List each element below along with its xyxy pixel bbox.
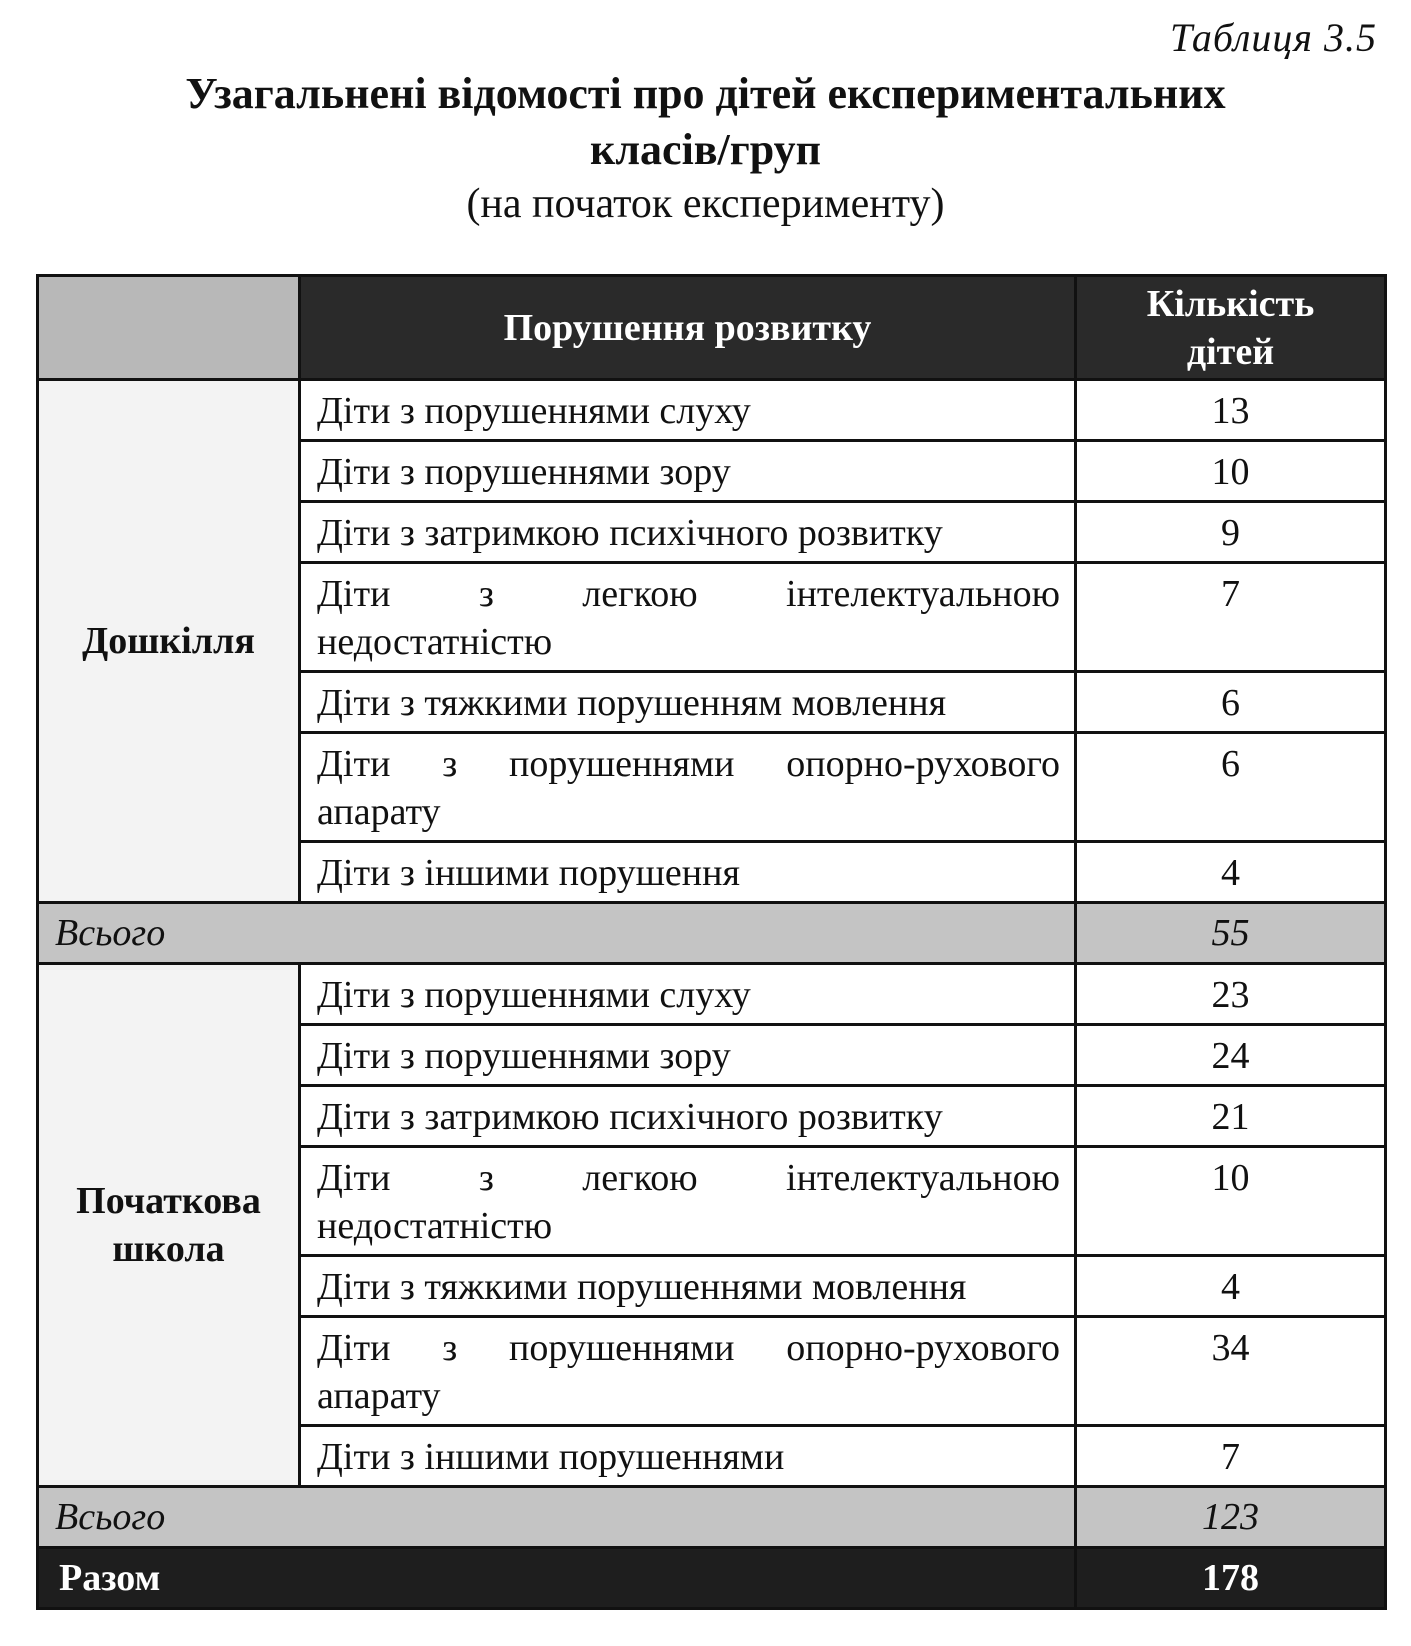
subtotal-value: 55 [1076, 903, 1386, 964]
table-subtitle: (на початок експерименту) [466, 181, 945, 227]
row-value: 7 [1076, 563, 1386, 672]
grand-total-value: 178 [1076, 1548, 1386, 1609]
subtotal-label: Всього [38, 1487, 1076, 1548]
row-value: 10 [1076, 441, 1386, 502]
header-count-line-2: дітей [1186, 330, 1275, 373]
group-primary-school [38, 964, 300, 1487]
data-table [36, 274, 1387, 1610]
row-label: Діти з порушеннями слуху [300, 380, 1076, 441]
grand-total-row [38, 1548, 1386, 1609]
row-label: Діти з затримкою психічного розвитку [300, 1086, 1076, 1147]
row-value: 6 [1076, 672, 1386, 733]
row-value: 13 [1076, 380, 1386, 441]
table-number: Таблиця 3.5 [1170, 15, 1377, 60]
row-label: Діти з іншими порушеннями [300, 1426, 1076, 1487]
row-label: Діти з тяжкими порушеннями мовлення [300, 1256, 1076, 1317]
row-value: 4 [1076, 1256, 1386, 1317]
row-value: 9 [1076, 502, 1386, 563]
row-value: 34 [1076, 1317, 1386, 1426]
table-title [0, 66, 1411, 178]
row-label: Діти з порушеннями зору [300, 441, 1076, 502]
header-count [1076, 276, 1386, 380]
table-row [38, 964, 1386, 1025]
subtotal-value: 123 [1076, 1487, 1386, 1548]
row-label: Діти з порушеннями слуху [300, 964, 1076, 1025]
row-label: Діти з порушеннями опорно-рухового апарату [300, 1317, 1076, 1426]
row-value: 24 [1076, 1025, 1386, 1086]
table-title-line-2: класів/груп [590, 125, 821, 174]
subtotal-row-primary [38, 1487, 1386, 1548]
table-row [38, 380, 1386, 441]
row-label: Діти з порушеннями опорно-рухового апарату [300, 733, 1076, 842]
row-value: 6 [1076, 733, 1386, 842]
row-value: 23 [1076, 964, 1386, 1025]
group-preschool: Дошкілля [38, 380, 300, 903]
header-row [38, 276, 1386, 380]
row-label: Діти з затримкою психічного розвитку [300, 502, 1076, 563]
group-primary-line-1: Початкова [76, 1180, 261, 1222]
subtotal-label: Всього [38, 903, 1076, 964]
grand-total-label: Разом [38, 1548, 1076, 1609]
row-value: 21 [1076, 1086, 1386, 1147]
row-label: Діти з порушеннями зору [300, 1025, 1076, 1086]
row-label: Діти з легкою інтелектуальною недостатністю [300, 563, 1076, 672]
header-count-line-1: Кількість [1146, 282, 1315, 325]
row-value: 10 [1076, 1147, 1386, 1256]
row-value: 7 [1076, 1426, 1386, 1487]
table-title-line-1: Узагальнені відомості про дітей експериментальних [185, 69, 1226, 118]
header-blank-cell [38, 276, 300, 380]
header-disorder: Порушення розвитку [300, 276, 1076, 380]
row-label: Діти з тяжкими порушенням мовлення [300, 672, 1076, 733]
row-label: Діти з іншими порушення [300, 842, 1076, 903]
row-value: 4 [1076, 842, 1386, 903]
row-label: Діти з легкою інтелектуальною недостатністю [300, 1147, 1076, 1256]
subtotal-row-preschool [38, 903, 1386, 964]
group-primary-line-2: школа [112, 1228, 225, 1270]
